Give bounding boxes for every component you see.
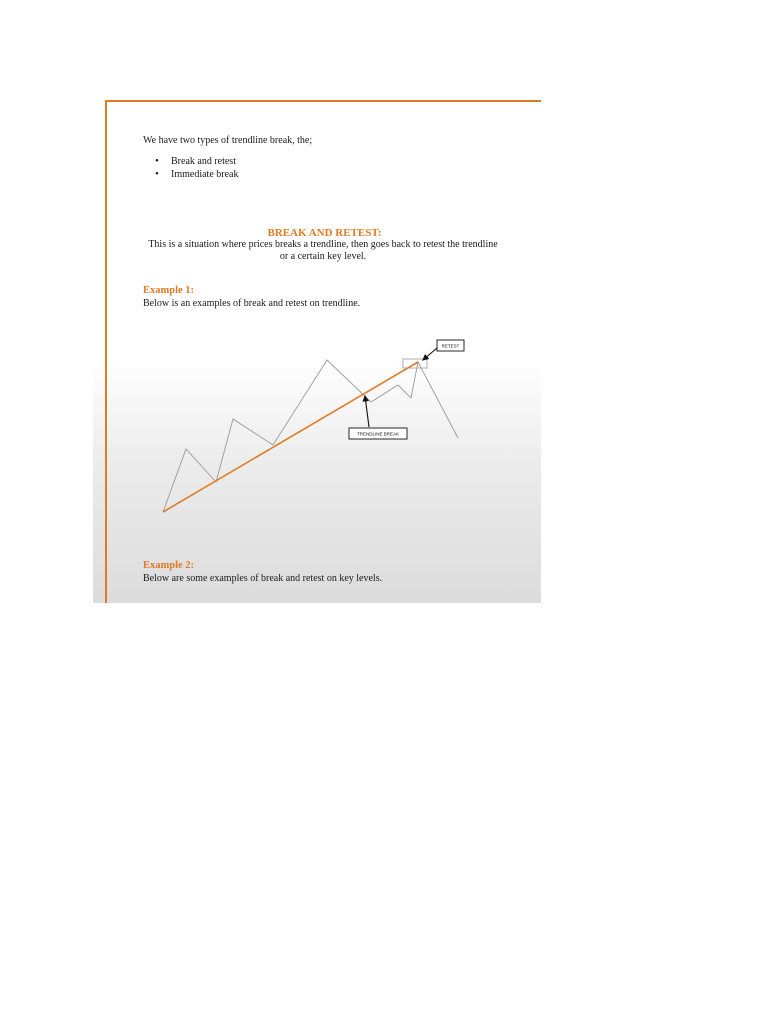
example2-title: Example 2: (143, 560, 195, 571)
price-zigzag-line (163, 360, 458, 512)
intro-text: We have two types of trendline break, the; (143, 135, 313, 146)
break-label: TRENDLINE BREAK (356, 431, 400, 437)
bullet-item-immediate-break: • Immediate break (155, 168, 238, 181)
retest-label: RETEST (441, 343, 460, 349)
bullet-item-break-and-retest: • Break and retest (155, 155, 238, 168)
retest-pointer-arrow (423, 348, 437, 360)
example2-text: Below are some examples of break and retest on key levels. (143, 573, 383, 584)
section-heading: BREAK AND RETEST: (267, 227, 382, 239)
example1-title: Example 1: (143, 285, 195, 296)
break-pointer-arrow (365, 396, 369, 427)
example1-text: Below is an examples of break and retest on trendline. (143, 298, 361, 309)
document-page (93, 97, 541, 603)
trendline-diagram (93, 97, 541, 603)
section-description: This is a situation where prices breaks a trendline, then goes back to retest the trendline or a certain key level. (148, 239, 498, 262)
